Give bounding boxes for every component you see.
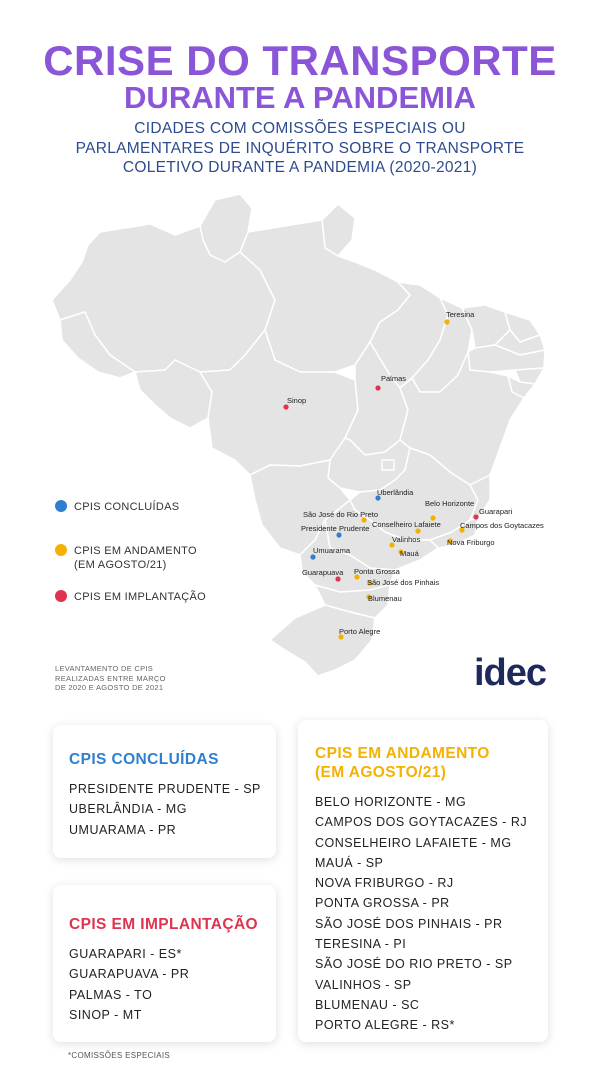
city-marker-umuarama bbox=[310, 554, 315, 559]
city-label-valinhos: Valinhos bbox=[392, 535, 421, 544]
list-item: SÃO JOSÉ DO RIO PRETO - SP bbox=[315, 957, 513, 972]
list-item: UMUARAMA - PR bbox=[69, 822, 177, 837]
list-item: CONSELHEIRO LAFAIETE - MG bbox=[315, 835, 512, 850]
city-label-sao-jose-rio-preto: São José do Rio Preto bbox=[303, 510, 379, 519]
legend-andamento-label-2: (EM AGOSTO/21) bbox=[74, 559, 167, 571]
card-implantacao-title: CPIS EM IMPLANTAÇÃO bbox=[69, 916, 259, 933]
city-label-maua: Mauá bbox=[400, 549, 419, 558]
card-concluidas-title: CPIS CONCLUÍDAS bbox=[69, 751, 219, 768]
city-label-porto-alegre: Porto Alegre bbox=[339, 627, 381, 636]
city-label-campos: Campos dos Goytacazes bbox=[460, 521, 544, 530]
red-dot-icon bbox=[55, 590, 67, 602]
city-marker-teresina bbox=[444, 319, 449, 324]
card-concluidas bbox=[53, 725, 276, 858]
city-label-sinop: Sinop bbox=[287, 396, 307, 405]
list-item: NOVA FRIBURGO - RJ bbox=[315, 876, 454, 891]
brazil-map bbox=[0, 185, 600, 685]
subtitle-line-1: CIDADES COM COMISSÕES ESPECIAIS OU bbox=[134, 120, 466, 137]
card-concluidas-list bbox=[69, 779, 260, 840]
list-item: PORTO ALEGRE - RS* bbox=[315, 1018, 455, 1033]
card-implantacao-list bbox=[69, 944, 260, 1025]
legend-implantacao bbox=[55, 590, 206, 604]
city-label-sao-jose-pinhais: São José dos Pinhais bbox=[367, 578, 440, 587]
state-rio-grande-do-sul bbox=[270, 605, 375, 676]
source-note-line-3: DE 2020 E AGOSTO DE 2021 bbox=[55, 683, 164, 692]
source-note-line-1: LEVANTAMENTO DE CPIS bbox=[55, 664, 154, 673]
list-item: UBERLÂNDIA - MG bbox=[69, 802, 187, 817]
city-marker-palmas bbox=[375, 385, 380, 390]
card-andamento bbox=[298, 720, 548, 1042]
card-implantacao bbox=[53, 885, 276, 1042]
source-note-line-2: REALIZADAS ENTRE MARÇO bbox=[55, 673, 166, 683]
subtitle bbox=[0, 119, 600, 178]
legend-concluidas-label: CPIS CONCLUÍDAS bbox=[74, 501, 180, 513]
city-marker-conselheiro-lafaiete bbox=[415, 528, 420, 533]
list-item: PALMAS - TO bbox=[69, 987, 153, 1002]
legend-implantacao-label: CPIS EM IMPLANTAÇÃO bbox=[74, 591, 207, 603]
city-marker-guarapuava bbox=[335, 576, 340, 581]
list-item: PONTA GROSSA - PR bbox=[315, 896, 450, 911]
city-label-belo-horizonte: Belo Horizonte bbox=[425, 499, 475, 508]
list-item: CAMPOS DOS GOYTACAZES - RJ bbox=[315, 815, 528, 830]
city-marker-presidente-prudente bbox=[336, 532, 341, 537]
source-note bbox=[55, 664, 166, 693]
list-item: VALINHOS - SP bbox=[315, 977, 412, 992]
legend-andamento bbox=[55, 544, 197, 572]
district-distrito-federal bbox=[382, 460, 394, 470]
city-label-uberlandia: Uberlândia bbox=[377, 488, 414, 497]
card-andamento-title-line-1: CPIS EM ANDAMENTO bbox=[315, 745, 490, 762]
card-andamento-title bbox=[315, 744, 531, 782]
idec-logo: idec bbox=[474, 652, 547, 694]
city-marker-sinop bbox=[283, 404, 288, 409]
subtitle-line-2: PARLAMENTARES DE INQUÉRITO SOBRE O TRANSPORTE bbox=[75, 139, 525, 157]
blue-dot-icon bbox=[55, 500, 67, 512]
card-andamento-title-line-2: (EM AGOSTO/21) bbox=[315, 764, 447, 781]
city-label-nova-friburgo: Nova Friburgo bbox=[447, 538, 495, 547]
city-label-palmas: Palmas bbox=[381, 374, 407, 383]
title-line-1: CRISE DO TRANSPORTE bbox=[43, 37, 557, 84]
list-item: GUARAPARI - ES* bbox=[69, 947, 182, 961]
card-andamento-list bbox=[315, 792, 531, 1036]
list-item: SÃO JOSÉ DOS PINHAIS - PR bbox=[315, 916, 503, 931]
list-item: BLUMENAU - SC bbox=[315, 997, 420, 1012]
city-label-conselheiro-lafaiete: Conselheiro Lafaiete bbox=[372, 520, 441, 529]
list-item: MAUÁ - SP bbox=[315, 855, 384, 870]
city-label-teresina: Teresina bbox=[446, 310, 475, 319]
legend-andamento-label-1: CPIS EM ANDAMENTO bbox=[74, 545, 197, 557]
list-item: SINOP - MT bbox=[69, 1007, 142, 1022]
legend-concluidas bbox=[55, 500, 179, 514]
city-marker-guarapari bbox=[473, 514, 478, 519]
list-item: BELO HORIZONTE - MG bbox=[315, 795, 467, 809]
city-label-umuarama: Umuarama bbox=[313, 546, 351, 555]
list-item: PRESIDENTE PRUDENTE - SP bbox=[69, 782, 261, 796]
subtitle-line-3: COLETIVO DURANTE A PANDEMIA (2020-2021) bbox=[122, 159, 478, 176]
city-label-ponta-grossa: Ponta Grossa bbox=[354, 567, 400, 576]
state-amapa bbox=[322, 204, 355, 256]
city-label-presidente-prudente: Presidente Prudente bbox=[301, 524, 370, 533]
city-label-blumenau: Blumenau bbox=[368, 594, 402, 603]
yellow-dot-icon bbox=[55, 544, 67, 556]
city-label-guarapuava: Guarapuava bbox=[302, 568, 344, 577]
city-label-guarapari: Guarapari bbox=[479, 507, 513, 516]
list-item: TERESINA - PI bbox=[315, 937, 407, 952]
footnote: *COMISSÕES ESPECIAIS bbox=[68, 1051, 171, 1060]
title-line-2: DURANTE A PANDEMIA bbox=[124, 80, 476, 115]
list-item: GUARAPUAVA - PR bbox=[69, 967, 190, 982]
